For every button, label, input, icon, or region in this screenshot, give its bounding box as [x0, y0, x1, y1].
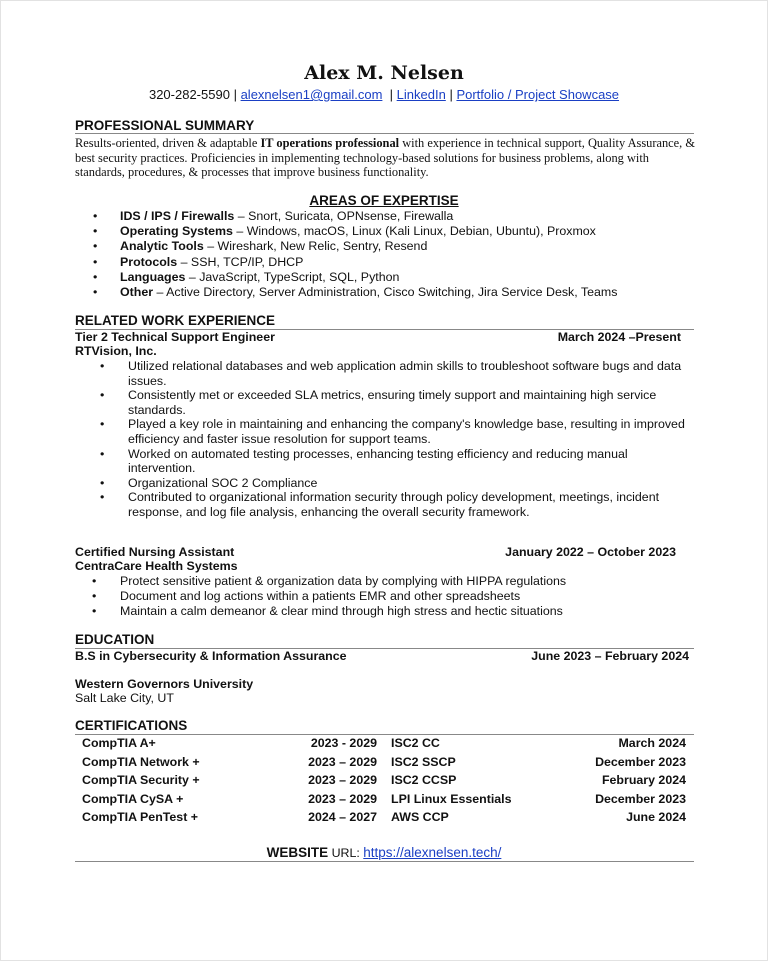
list-item: • Contributed to organizational information security through policy development, meetings, incident response, and log file analysis, enhancing the overall security framework. [128, 490, 693, 519]
cert-name: ISC2 CC [391, 736, 440, 750]
item-label: Languages [120, 269, 186, 284]
job-title: Tier 2 Technical Support Engineer [75, 330, 275, 344]
education-heading: EDUCATION [75, 632, 155, 647]
list-item: • Played a key role in maintaining and enhancing the company's knowledge base, resulting in improved efficiency and faster issue resolution for support teams. [128, 417, 693, 446]
cert-years: 2023 - 2029 [310, 736, 377, 750]
list-item: • Utilized relational databases and web application admin skills to troubleshoot software bugs and data issues. [128, 359, 693, 388]
cert-name: LPI Linux Essentials [391, 791, 512, 806]
expertise-heading: AREAS OF EXPERTISE [309, 193, 459, 208]
expertise-list [120, 209, 720, 300]
website-label-url: URL: [328, 846, 364, 860]
degree-row [75, 649, 689, 663]
cert-date: February 2024 [601, 773, 686, 788]
education-dates: June 2023 – February 2024 [531, 649, 689, 663]
separator: | [449, 87, 453, 102]
summary-post: with experience in technical support, Quality Assurance, & best security practices. Proficiencies in implementing technology-based solutions for business problems, along with standards, procedures, & processes that improve business functionality. [75, 136, 696, 180]
work-heading: RELATED WORK EXPERIENCE [75, 313, 276, 328]
certifications-heading: CERTIFICATIONS [75, 718, 188, 733]
list-item: • Organizational SOC 2 Compliance [128, 476, 693, 491]
portfolio-link[interactable]: Portfolio / Project Showcase [456, 87, 620, 102]
list-item: • Protect sensitive patient & organization data by complying with HIPPA regulations [120, 574, 690, 589]
cert-date: June 2024 [626, 810, 686, 825]
item-text: – Snort, Suricata, OPNsense, Firewalla [234, 209, 454, 223]
list-item: • Maintain a calm demeanor & clear mind through high stress and hectic situations [120, 604, 690, 619]
cert-years: 2023 – 2029 [308, 754, 377, 769]
item-label: Other [120, 285, 154, 300]
list-item [120, 224, 720, 239]
list-item: • Worked on automated testing processes, enhancing testing efficiency and reducing manual intervention. [128, 447, 693, 476]
school: Western Governors University [75, 677, 254, 691]
cert-name: CompTIA Security + [82, 773, 200, 788]
job-title: Certified Nursing Assistant [75, 545, 235, 559]
cert-date: March 2024 [618, 736, 686, 750]
certifications-table [82, 736, 686, 829]
cert-name: AWS CCP [391, 810, 449, 825]
list-item: • Consistently met or exceeded SLA metrics, ensuring timely support and maintaining high service standards. [128, 388, 693, 417]
job-header [75, 330, 686, 344]
email-link[interactable]: alexnelsen1@gmail.com [240, 87, 383, 102]
list-item [120, 285, 720, 300]
company: RTVision, Inc. [75, 344, 157, 358]
item-label: IDS / IPS / Firewalls [120, 209, 235, 223]
cert-years: 2024 – 2027 [308, 810, 377, 825]
item-label: Operating Systems [120, 224, 233, 239]
summary-bold: IT operations professional [260, 136, 400, 150]
school-location: Salt Lake City, UT [75, 691, 174, 705]
summary-pre: Results-oriented, driven & adaptable [75, 136, 261, 150]
cert-name: ISC2 CCSP [391, 773, 457, 788]
cert-name: ISC2 SSCP [391, 754, 456, 769]
cert-years: 2023 – 2029 [308, 791, 377, 806]
job-header [75, 545, 686, 559]
linkedin-link[interactable]: LinkedIn [396, 87, 446, 102]
cert-row [82, 736, 686, 755]
summary-heading: PROFESSIONAL SUMMARY [75, 118, 255, 133]
divider [75, 734, 694, 735]
summary-text [75, 136, 695, 180]
website-link[interactable]: https://alexnelsen.tech/ [363, 845, 502, 860]
item-text: – Wireshark, New Relic, Sentry, Resend [203, 239, 428, 254]
list-item [120, 255, 720, 270]
job-bullets [120, 574, 690, 619]
job-dates: March 2024 –Present [557, 330, 681, 344]
separator: | [233, 87, 237, 102]
list-item [120, 209, 720, 224]
job-dates: January 2022 – October 2023 [505, 545, 676, 559]
candidate-name: Alex M. Nelsen [304, 62, 464, 84]
cert-name: CompTIA A+ [82, 736, 156, 750]
cert-name: CompTIA PenTest + [82, 810, 199, 825]
cert-name: CompTIA CySA + [82, 791, 184, 806]
contact-line [0, 87, 768, 102]
cert-name: CompTIA Network + [82, 754, 200, 769]
degree: B.S in Cybersecurity & Information Assurance [75, 649, 347, 663]
cert-row [82, 755, 686, 774]
cert-row [82, 792, 686, 811]
cert-date: December 2023 [595, 754, 686, 769]
phone: 320-282-5590 [148, 87, 230, 102]
list-item [120, 239, 720, 254]
list-item [120, 270, 720, 285]
item-text: – SSH, TCP/IP, DHCP [177, 254, 304, 269]
cert-row [82, 773, 686, 792]
cert-years: 2023 – 2029 [308, 773, 377, 788]
divider [75, 133, 694, 134]
separator: | [389, 87, 394, 102]
item-text: – JavaScript, TypeScript, SQL, Python [185, 269, 400, 284]
list-item: • Document and log actions within a patients EMR and other spreadsheets [120, 589, 690, 604]
company: CentraCare Health Systems [75, 559, 238, 573]
item-label: Analytic Tools [120, 239, 204, 254]
item-text: – Windows, macOS, Linux (Kali Linux, Debian, Ubuntu), Proxmox [232, 224, 596, 239]
item-label: Protocols [120, 254, 178, 269]
cert-row [82, 810, 686, 829]
job-bullets [128, 359, 693, 520]
item-text: – Active Directory, Server Administration, Cisco Switching, Jira Service Desk, Teams [153, 285, 618, 300]
website-label: WEBSITE [266, 845, 329, 860]
divider [75, 861, 694, 862]
cert-date: December 2023 [595, 791, 686, 806]
website-line [0, 845, 768, 860]
